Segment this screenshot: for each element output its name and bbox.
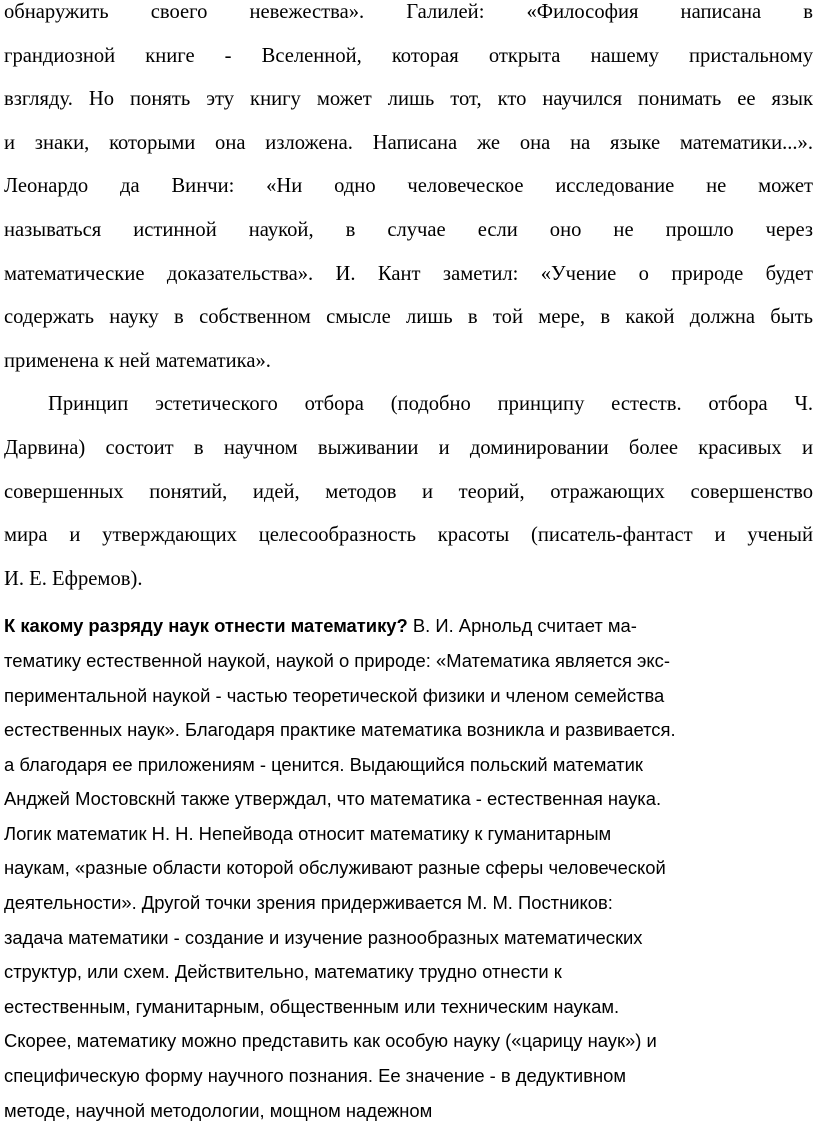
text-line: Анджей Мостовскнй также утверждал, что математика - естественная наука. [4,788,662,810]
text-line: применена к ней математика». [4,349,271,372]
section-math-classification [4,609,813,1128]
text-line: деятельности». Другой точки зрения придерживается М. М. Постников: [4,892,613,914]
text-line: содержать науку в собственном смысле лишь в той мере, в какой должна быть [4,306,813,329]
text-line: и знаки, которыми она изложена. Написана же она на языке математики...». [4,131,813,154]
text-line: совершенных понятий, идей, методов и теорий, отражающих совершенство [4,480,813,503]
text-line: структур, или схем. Действительно, математику трудно отнести к [4,961,562,983]
text-line: естественным, гуманитарным, общественным или техническим наукам. [4,995,620,1017]
paragraph-aesthetic-selection [4,383,813,601]
text-line: взгляду. Но понять эту книгу может лишь тот, кто научился понимать ее язык [4,88,813,111]
text-line: Скорее, математику можно представить как особую науку («царицу наук») и [4,1030,657,1052]
text-line: мира и утверждающих целесообразность красоты (писатель-фантаст и ученый [4,524,813,547]
text-fragment: В. И. Арнольд считает ма- [407,615,637,637]
text-line: называться истинной наукой, в случае если оно не прошло через [4,218,813,241]
text-line: тематику естественной наукой, наукой о природе: «Математика является экс- [4,649,670,671]
text-line: а благодаря ее приложениям - ценится. Выдающийся польский математик [4,753,643,775]
text-line: специфическую форму научного познания. Ее значение - в дедуктивном [4,1065,627,1087]
text-line: Леонардо да Винчи: «Ни одно человеческое исследование не может [4,175,813,198]
section-first-line [4,609,813,644]
text-line: задача математики - создание и изучение разнообразных математических [4,926,643,948]
text-line: И. Е. Ефремов). [4,567,143,590]
text-line: грандиозной книге - Вселенной, которая открыта нашему пристальному [4,44,813,67]
text-line: естественных наук». Благодаря практике математика возникла и развивается. [4,719,676,741]
text-line: наукам, «разные области которой обслуживают разные сферы человеческой [4,857,666,879]
text-line: методе, научной методологии, мощном надежном [4,1099,433,1121]
text-line: периментальной наукой - частью теоретической физики и членом семейства [4,684,665,706]
paragraph-quotes [4,0,813,383]
text-line: Логик математик Н. Н. Непейвода относит математику к гуманитарным [4,822,612,844]
text-line: Дарвина) состоит в научном выживании и доминировании более красивых и [4,436,813,459]
text-line: Принцип эстетического отбора (подобно принципу естеств. отбора Ч. [48,393,813,416]
text-line: математические доказательства». И. Кант заметил: «Учение о природе будет [4,262,813,285]
text-line: обнаружить своего невежества». Галилей: «Философия написана в [4,1,813,23]
section-heading: К какому разряду наук отнести математику? [4,615,408,637]
